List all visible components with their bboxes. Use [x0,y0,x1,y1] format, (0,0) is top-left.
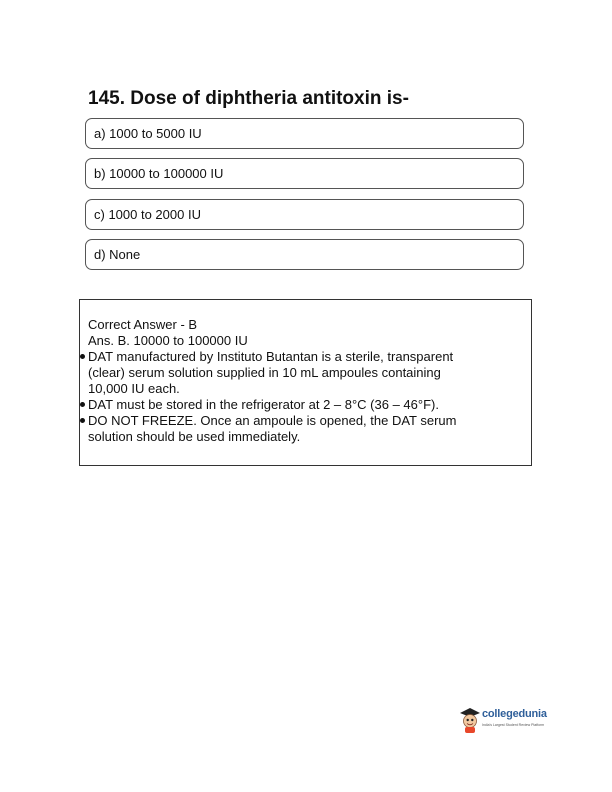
bullet-icon [80,418,85,423]
bullet-line: DAT manufactured by Instituto Butantan is a sterile, transparent [88,349,454,364]
answer-content [88,317,507,445]
logo-tagline: India's Largest Student Review Platform [482,723,545,727]
bullet-line: 10,000 IU each. [88,381,180,396]
bullet-line: DO NOT FREEZE. Once an ampoule is opened, the DAT serum [88,413,457,428]
logo-name: collegedunia [482,708,547,720]
correct-answer-label: Correct Answer - B [88,317,198,332]
bullet-line: DAT must be stored in the refrigerator at 2 – 8°C (36 – 46°F). [88,397,439,412]
mascot-icon [458,706,482,734]
bullet-item [88,413,507,445]
option-b[interactable]: b) 10000 to 100000 IU [85,158,524,189]
bullet-icon [80,354,85,359]
bullet-line: (clear) serum solution supplied in 10 mL ampoules containing [88,365,441,380]
bullet-icon [80,402,85,407]
bullet-item [88,397,507,413]
answer-box [79,299,532,466]
bullet-item [88,349,507,397]
option-a[interactable]: a) 1000 to 5000 IU [85,118,524,149]
question-title: 145. Dose of diphtheria antitoxin is- [88,88,409,109]
answer-statement: Ans. B. 10000 to 100000 IU [88,333,248,348]
option-c[interactable]: c) 1000 to 2000 IU [85,199,524,230]
option-d[interactable]: d) None [85,239,524,270]
collegedunia-logo[interactable] [458,706,568,736]
bullet-line: solution should be used immediately. [88,429,301,444]
